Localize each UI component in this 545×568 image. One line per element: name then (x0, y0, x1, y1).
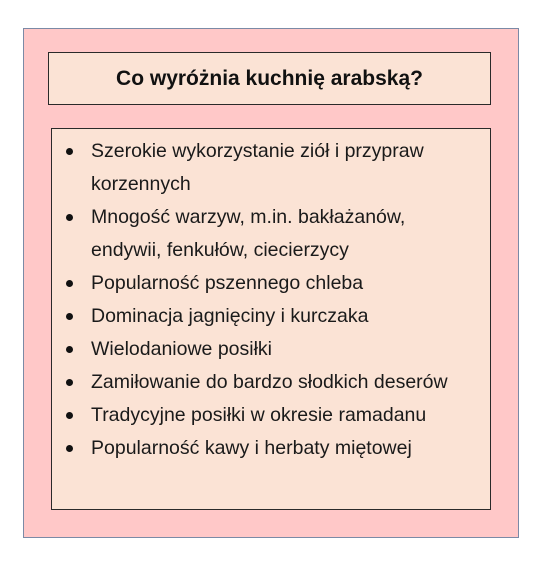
feature-list (52, 135, 490, 465)
list-item-label: Szerokie wykorzystanie ziół i przypraw korzennych (91, 140, 424, 195)
list-item (52, 300, 490, 333)
bullet-icon (66, 214, 73, 221)
list-item-label: Wielodaniowe posiłki (91, 338, 273, 360)
bullet-icon (66, 346, 73, 353)
bullet-icon (66, 280, 73, 287)
title-box (48, 52, 491, 105)
bullet-icon (66, 412, 73, 419)
list-item (52, 267, 490, 300)
list-item (52, 333, 490, 366)
page-title: Co wyróżnia kuchnię arabską? (116, 66, 423, 90)
list-item (52, 366, 490, 399)
list-item (52, 201, 490, 267)
list-item-label: Popularność kawy i herbaty miętowej (91, 437, 412, 459)
bullet-icon (66, 445, 73, 452)
bullet-icon (66, 148, 73, 155)
list-item (52, 135, 490, 201)
list-item-label: Popularność pszennego chleba (91, 272, 364, 294)
list-item (52, 432, 490, 465)
list-item-label: Mnogość warzyw, m.in. bakłażanów, endywii, fenkułów, ciecierzycy (91, 206, 406, 261)
bullet-icon (66, 313, 73, 320)
list-item-label: Zamiłowanie do bardzo słodkich deserów (91, 371, 448, 393)
list-item-label: Dominacja jagnięciny i kurczaka (91, 305, 369, 327)
list-item-label: Tradycyjne posiłki w okresie ramadanu (91, 404, 427, 426)
bullet-icon (66, 379, 73, 386)
list-item (52, 399, 490, 432)
list-box (51, 128, 491, 510)
